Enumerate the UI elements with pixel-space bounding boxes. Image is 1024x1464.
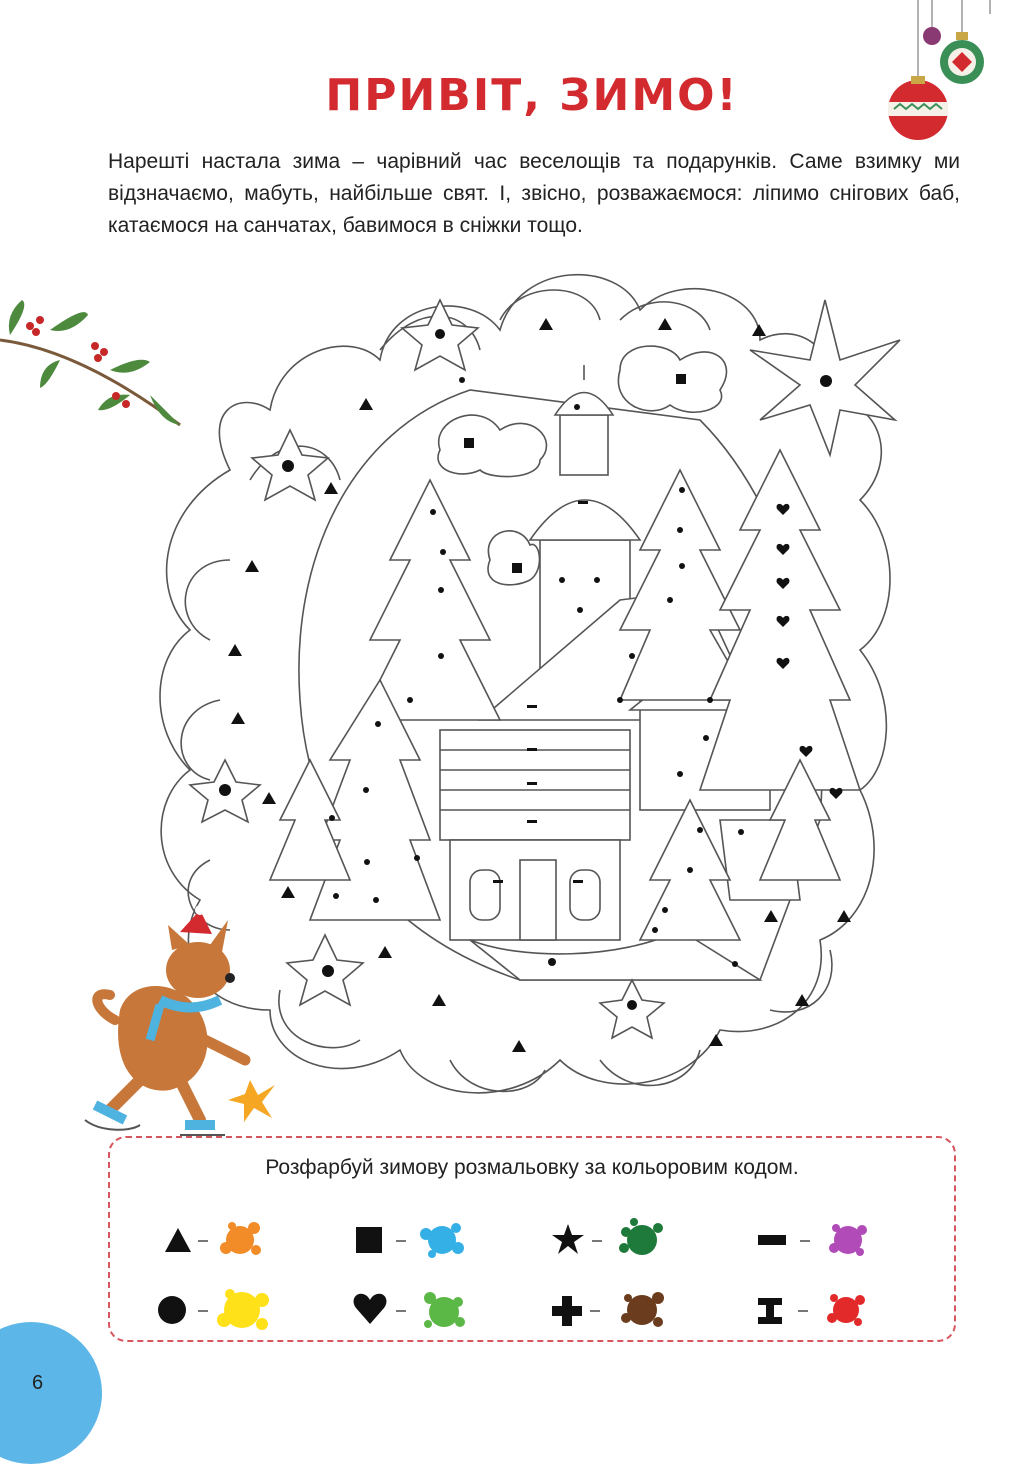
brown-paint-splash-icon <box>621 1292 664 1327</box>
legend-item-i-beam <box>750 1274 910 1344</box>
legend-item-triangle <box>150 1204 310 1274</box>
page-number-badge <box>0 1322 102 1464</box>
legend-item-star <box>550 1204 710 1274</box>
star-icon <box>552 1224 584 1254</box>
circle-icon <box>158 1296 186 1324</box>
legend-item-cross <box>550 1274 710 1344</box>
legend-item-heart <box>348 1274 508 1344</box>
square-icon <box>356 1227 382 1253</box>
red-paint-splash-icon <box>827 1294 865 1326</box>
orange-paint-splash-icon <box>220 1222 261 1255</box>
cross-icon <box>552 1296 582 1326</box>
page-title: ПРИВІТ, ЗИМО! <box>325 70 739 121</box>
page-number: 6 <box>32 1372 44 1394</box>
legend-instruction: Розфарбуй зимову розмальовку за кольоровим кодом. <box>265 1156 799 1179</box>
legend-item-square <box>348 1204 508 1274</box>
yellow-paint-splash-icon <box>217 1289 269 1330</box>
heart-icon <box>354 1294 387 1324</box>
i-beam-icon <box>758 1298 782 1324</box>
intro-paragraph: Нарешті настала зима – чарівний час веселощів та подарунків. Саме взимку ми відзначаємо, мабуть, найбільше свят. І, звісно, розважаємося: ліпимо снігових баб, катаємося на санчатах, бавимося в сніжки тощо. <box>108 150 960 237</box>
dash-icon <box>758 1235 786 1245</box>
light-green-paint-splash-icon <box>424 1292 465 1328</box>
legend-item-dash <box>750 1204 910 1274</box>
legend-item-circle <box>150 1274 310 1344</box>
triangle-icon <box>165 1228 191 1252</box>
skating-dog-illustration <box>0 0 300 1160</box>
purple-paint-splash-icon <box>829 1224 867 1256</box>
blue-paint-splash-icon <box>420 1223 464 1258</box>
color-code-legend <box>108 1136 956 1342</box>
dark-green-paint-splash-icon <box>619 1218 663 1255</box>
